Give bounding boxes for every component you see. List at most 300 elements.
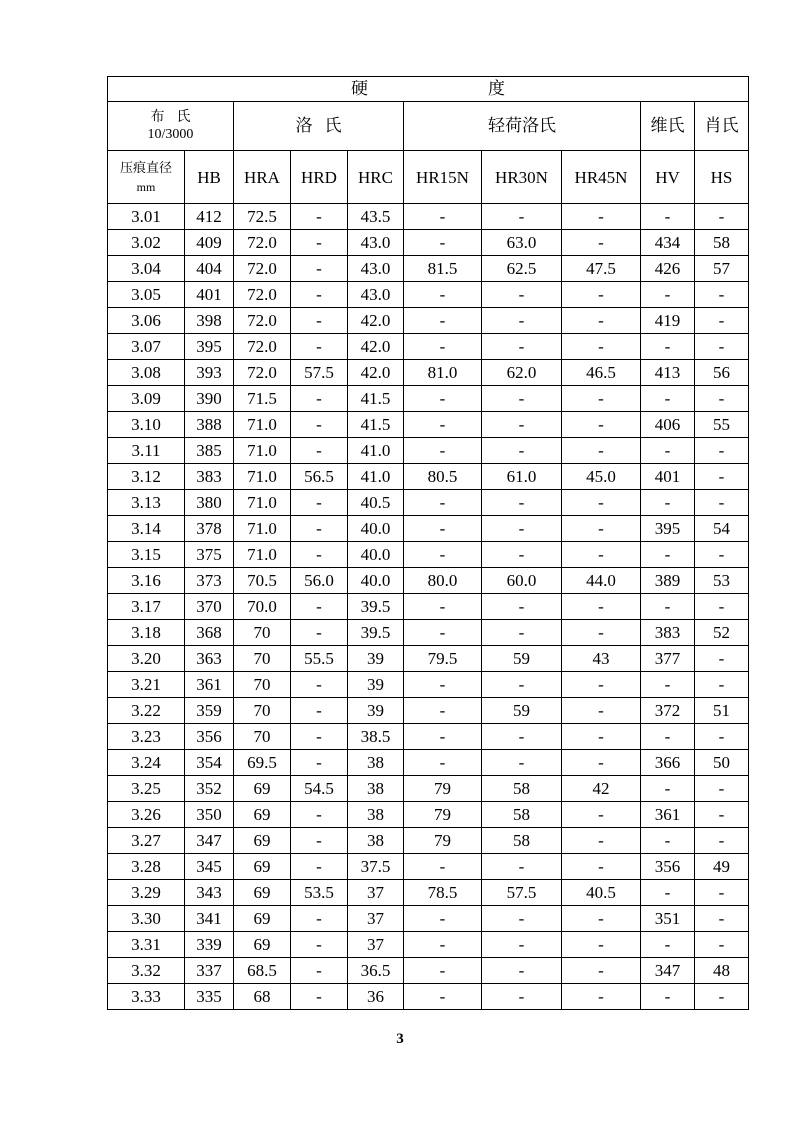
table-cell: - xyxy=(291,932,348,958)
table-cell: - xyxy=(404,984,482,1010)
title-char: 硬 xyxy=(351,78,368,99)
table-cell: 3.13 xyxy=(108,490,185,516)
table-cell: - xyxy=(641,984,695,1010)
table-cell: 72.0 xyxy=(234,360,291,386)
table-cell: 426 xyxy=(641,256,695,282)
table-cell: 47.5 xyxy=(562,256,641,282)
table-cell: 3.12 xyxy=(108,464,185,490)
table-cell: - xyxy=(695,880,749,906)
table-cell: 70 xyxy=(234,620,291,646)
table-row xyxy=(108,646,749,672)
table-cell: 413 xyxy=(641,360,695,386)
table-cell: 55 xyxy=(695,412,749,438)
table-cell: - xyxy=(641,490,695,516)
table-cell: - xyxy=(291,490,348,516)
table-cell: 40.0 xyxy=(348,568,404,594)
table-row xyxy=(108,282,749,308)
brinell-load-spec: 10/3000 xyxy=(147,127,194,142)
table-cell: 70.5 xyxy=(234,568,291,594)
table-cell: - xyxy=(291,230,348,256)
column-header-hrc: HRC xyxy=(348,151,404,204)
table-cell: - xyxy=(641,282,695,308)
table-cell: - xyxy=(695,386,749,412)
table-cell: 58 xyxy=(695,230,749,256)
table-cell: - xyxy=(562,750,641,776)
table-cell: 39.5 xyxy=(348,594,404,620)
table-cell: 59 xyxy=(482,698,562,724)
table-cell: 38 xyxy=(348,828,404,854)
table-cell: - xyxy=(482,542,562,568)
table-cell: - xyxy=(482,854,562,880)
table-cell: - xyxy=(404,594,482,620)
table-cell: - xyxy=(562,958,641,984)
table-row xyxy=(108,828,749,854)
table-cell: - xyxy=(641,594,695,620)
diameter-header: 压痕直径 mm xyxy=(108,151,185,204)
column-header-hv: HV xyxy=(641,151,695,204)
table-cell: - xyxy=(404,386,482,412)
table-cell: 3.30 xyxy=(108,906,185,932)
table-cell: - xyxy=(482,724,562,750)
table-cell: 72.5 xyxy=(234,204,291,230)
table-cell: 56.0 xyxy=(291,568,348,594)
table-cell: 341 xyxy=(185,906,234,932)
table-cell: 43.0 xyxy=(348,230,404,256)
table-cell: 69 xyxy=(234,828,291,854)
table-cell: - xyxy=(482,282,562,308)
table-cell: 80.0 xyxy=(404,568,482,594)
column-header-hra: HRA xyxy=(234,151,291,204)
table-cell: 3.20 xyxy=(108,646,185,672)
table-cell: 361 xyxy=(185,672,234,698)
table-cell: 389 xyxy=(641,568,695,594)
table-cell: 68 xyxy=(234,984,291,1010)
table-cell: 337 xyxy=(185,958,234,984)
table-cell: - xyxy=(562,334,641,360)
table-cell: 3.18 xyxy=(108,620,185,646)
table-cell: - xyxy=(562,984,641,1010)
table-cell: - xyxy=(562,282,641,308)
shore-group-header: 肖氏 xyxy=(695,102,749,151)
table-cell: - xyxy=(404,698,482,724)
table-cell: 398 xyxy=(185,308,234,334)
table-cell: 70 xyxy=(234,724,291,750)
table-cell: 71.0 xyxy=(234,490,291,516)
table-cell: 345 xyxy=(185,854,234,880)
table-row xyxy=(108,984,749,1010)
table-row xyxy=(108,230,749,256)
table-cell: - xyxy=(404,724,482,750)
table-cell: 41.5 xyxy=(348,412,404,438)
table-cell: 39.5 xyxy=(348,620,404,646)
table-cell: 404 xyxy=(185,256,234,282)
table-row xyxy=(108,204,749,230)
rockwell-group-header: 洛 氏 xyxy=(234,102,404,151)
column-header-hb: HB xyxy=(185,151,234,204)
table-cell: 79 xyxy=(404,828,482,854)
table-cell: 370 xyxy=(185,594,234,620)
table-cell: 38 xyxy=(348,802,404,828)
table-cell: 375 xyxy=(185,542,234,568)
table-cell: 79.5 xyxy=(404,646,482,672)
table-cell: 3.10 xyxy=(108,412,185,438)
table-cell: 3.27 xyxy=(108,828,185,854)
table-cell: 390 xyxy=(185,386,234,412)
table-cell: 3.17 xyxy=(108,594,185,620)
table-cell: - xyxy=(695,438,749,464)
table-cell: 53 xyxy=(695,568,749,594)
table-row xyxy=(108,438,749,464)
table-cell: - xyxy=(404,438,482,464)
table-row xyxy=(108,360,749,386)
table-row xyxy=(108,308,749,334)
table-row xyxy=(108,594,749,620)
table-cell: - xyxy=(695,932,749,958)
table-cell: - xyxy=(695,334,749,360)
table-row xyxy=(108,334,749,360)
table-cell: 79 xyxy=(404,776,482,802)
table-cell: 409 xyxy=(185,230,234,256)
table-cell: - xyxy=(562,542,641,568)
table-cell: 72.0 xyxy=(234,230,291,256)
table-cell: - xyxy=(641,672,695,698)
table-cell: 69.5 xyxy=(234,750,291,776)
table-cell: 3.14 xyxy=(108,516,185,542)
table-cell: 40.5 xyxy=(562,880,641,906)
table-cell: 71.0 xyxy=(234,464,291,490)
table-cell: 3.28 xyxy=(108,854,185,880)
table-cell: 356 xyxy=(641,854,695,880)
table-cell: 68.5 xyxy=(234,958,291,984)
table-cell: 39 xyxy=(348,646,404,672)
table-cell: - xyxy=(562,490,641,516)
table-cell: 69 xyxy=(234,906,291,932)
table-cell: 52 xyxy=(695,620,749,646)
table-cell: - xyxy=(562,230,641,256)
table-cell: - xyxy=(482,958,562,984)
brinell-group-header: 布 氏 10/3000 xyxy=(108,102,234,151)
table-cell: - xyxy=(641,828,695,854)
table-cell: - xyxy=(562,724,641,750)
table-cell: 80.5 xyxy=(404,464,482,490)
table-cell: 72.0 xyxy=(234,256,291,282)
table-cell: - xyxy=(482,308,562,334)
table-cell: 38 xyxy=(348,776,404,802)
table-cell: - xyxy=(291,828,348,854)
table-cell: 378 xyxy=(185,516,234,542)
table-cell: - xyxy=(641,438,695,464)
table-cell: 61.0 xyxy=(482,464,562,490)
table-cell: 39 xyxy=(348,698,404,724)
table-cell: - xyxy=(291,386,348,412)
table-cell: - xyxy=(291,594,348,620)
table-cell: - xyxy=(562,672,641,698)
table-cell: - xyxy=(482,334,562,360)
table-cell: 81.0 xyxy=(404,360,482,386)
table-row xyxy=(108,386,749,412)
table-cell: - xyxy=(695,464,749,490)
table-cell: 72.0 xyxy=(234,282,291,308)
table-cell: 3.16 xyxy=(108,568,185,594)
table-cell: - xyxy=(695,490,749,516)
table-cell: 58 xyxy=(482,802,562,828)
table-cell: 81.5 xyxy=(404,256,482,282)
table-cell: - xyxy=(695,828,749,854)
table-cell: - xyxy=(291,412,348,438)
table-cell: 58 xyxy=(482,828,562,854)
group-header-row xyxy=(108,102,749,151)
table-cell: 3.11 xyxy=(108,438,185,464)
column-header-hs: HS xyxy=(695,151,749,204)
table-cell: 40.0 xyxy=(348,542,404,568)
table-cell: - xyxy=(291,620,348,646)
table-cell: 366 xyxy=(641,750,695,776)
table-cell: - xyxy=(404,230,482,256)
table-cell: 3.05 xyxy=(108,282,185,308)
table-cell: 59 xyxy=(482,646,562,672)
table-row xyxy=(108,802,749,828)
table-cell: - xyxy=(404,334,482,360)
table-row xyxy=(108,256,749,282)
table-cell: - xyxy=(291,308,348,334)
table-row xyxy=(108,568,749,594)
table-row xyxy=(108,672,749,698)
table-cell: 41.0 xyxy=(348,464,404,490)
table-row xyxy=(108,464,749,490)
table-cell: - xyxy=(291,438,348,464)
table-row xyxy=(108,932,749,958)
table-cell: 53.5 xyxy=(291,880,348,906)
table-cell: - xyxy=(641,386,695,412)
table-cell: - xyxy=(291,204,348,230)
table-cell: 37 xyxy=(348,932,404,958)
table-cell: 69 xyxy=(234,776,291,802)
table-cell: 36 xyxy=(348,984,404,1010)
table-row xyxy=(108,698,749,724)
table-cell: - xyxy=(562,204,641,230)
table-cell: 3.07 xyxy=(108,334,185,360)
table-cell: 395 xyxy=(185,334,234,360)
table-cell: 62.0 xyxy=(482,360,562,386)
table-cell: 3.23 xyxy=(108,724,185,750)
table-cell: - xyxy=(291,984,348,1010)
table-cell: 41.0 xyxy=(348,438,404,464)
table-cell: - xyxy=(291,282,348,308)
table-cell: - xyxy=(562,698,641,724)
column-header-hr30n: HR30N xyxy=(482,151,562,204)
table-cell: - xyxy=(641,776,695,802)
table-cell: 41.5 xyxy=(348,386,404,412)
table-cell: - xyxy=(695,282,749,308)
table-cell: 71.5 xyxy=(234,386,291,412)
table-cell: 70 xyxy=(234,672,291,698)
table-cell: - xyxy=(404,932,482,958)
table-cell: 39 xyxy=(348,672,404,698)
table-cell: - xyxy=(291,906,348,932)
table-cell: 44.0 xyxy=(562,568,641,594)
table-cell: 55.5 xyxy=(291,646,348,672)
table-cell: - xyxy=(695,802,749,828)
table-cell: 3.33 xyxy=(108,984,185,1010)
table-cell: 45.0 xyxy=(562,464,641,490)
table-cell: 388 xyxy=(185,412,234,438)
table-row xyxy=(108,620,749,646)
table-cell: 42 xyxy=(562,776,641,802)
table-cell: - xyxy=(641,932,695,958)
table-cell: 60.0 xyxy=(482,568,562,594)
table-cell: - xyxy=(695,204,749,230)
table-cell: - xyxy=(404,750,482,776)
table-cell: 3.04 xyxy=(108,256,185,282)
table-cell: - xyxy=(562,620,641,646)
table-cell: - xyxy=(562,828,641,854)
table-row xyxy=(108,958,749,984)
table-cell: - xyxy=(641,334,695,360)
table-cell: 377 xyxy=(641,646,695,672)
table-cell: - xyxy=(404,516,482,542)
table-cell: 354 xyxy=(185,750,234,776)
table-cell: 40.0 xyxy=(348,516,404,542)
table-cell: - xyxy=(695,308,749,334)
table-cell: - xyxy=(695,672,749,698)
table-cell: 350 xyxy=(185,802,234,828)
table-cell: - xyxy=(404,542,482,568)
table-cell: - xyxy=(291,672,348,698)
superficial-rockwell-group-header: 轻荷洛氏 xyxy=(404,102,641,151)
table-cell: 3.06 xyxy=(108,308,185,334)
table-cell: 3.21 xyxy=(108,672,185,698)
table-cell: 434 xyxy=(641,230,695,256)
table-cell: 401 xyxy=(185,282,234,308)
table-cell: 37 xyxy=(348,906,404,932)
table-cell: - xyxy=(482,412,562,438)
column-header-row xyxy=(108,151,749,204)
table-cell: - xyxy=(291,542,348,568)
table-row xyxy=(108,906,749,932)
table-cell: 3.09 xyxy=(108,386,185,412)
table-cell: 78.5 xyxy=(404,880,482,906)
table-cell: - xyxy=(404,282,482,308)
table-cell: 57.5 xyxy=(291,360,348,386)
table-cell: - xyxy=(404,906,482,932)
table-cell: 48 xyxy=(695,958,749,984)
table-cell: 58 xyxy=(482,776,562,802)
table-cell: - xyxy=(482,906,562,932)
table-cell: 38 xyxy=(348,750,404,776)
table-row xyxy=(108,516,749,542)
table-cell: - xyxy=(482,672,562,698)
table-cell: 42.0 xyxy=(348,334,404,360)
table-cell: - xyxy=(291,698,348,724)
table-cell: - xyxy=(562,854,641,880)
table-row xyxy=(108,776,749,802)
table-cell: 46.5 xyxy=(562,360,641,386)
column-header-hrd: HRD xyxy=(291,151,348,204)
table-cell: 3.26 xyxy=(108,802,185,828)
table-cell: 50 xyxy=(695,750,749,776)
table-cell: - xyxy=(641,880,695,906)
title-char: 度 xyxy=(488,78,505,99)
table-cell: 56 xyxy=(695,360,749,386)
table-cell: 363 xyxy=(185,646,234,672)
table-cell: - xyxy=(562,594,641,620)
table-cell: 57 xyxy=(695,256,749,282)
table-cell: - xyxy=(291,750,348,776)
table-cell: - xyxy=(695,724,749,750)
title-row xyxy=(108,77,749,102)
table-cell: 43.0 xyxy=(348,282,404,308)
table-title xyxy=(108,77,749,102)
table-cell: - xyxy=(482,932,562,958)
table-cell: 72.0 xyxy=(234,308,291,334)
table-cell: - xyxy=(641,724,695,750)
table-cell: - xyxy=(404,490,482,516)
table-row xyxy=(108,880,749,906)
table-cell: 42.0 xyxy=(348,360,404,386)
table-cell: 339 xyxy=(185,932,234,958)
hardness-table xyxy=(107,76,749,1010)
table-cell: - xyxy=(695,594,749,620)
table-cell: 385 xyxy=(185,438,234,464)
vickers-group-header: 维氏 xyxy=(641,102,695,151)
table-cell: - xyxy=(482,386,562,412)
table-cell: - xyxy=(482,750,562,776)
table-cell: 69 xyxy=(234,880,291,906)
table-cell: - xyxy=(404,672,482,698)
table-cell: - xyxy=(291,958,348,984)
table-cell: 383 xyxy=(641,620,695,646)
table-cell: - xyxy=(562,516,641,542)
table-row xyxy=(108,724,749,750)
table-cell: 69 xyxy=(234,802,291,828)
table-cell: 70 xyxy=(234,646,291,672)
table-cell: 3.32 xyxy=(108,958,185,984)
table-cell: 43.0 xyxy=(348,256,404,282)
table-cell: 62.5 xyxy=(482,256,562,282)
table-cell: - xyxy=(291,802,348,828)
table-cell: 3.15 xyxy=(108,542,185,568)
table-cell: 3.02 xyxy=(108,230,185,256)
table-cell: 54.5 xyxy=(291,776,348,802)
table-row xyxy=(108,750,749,776)
column-header-hr45n: HR45N xyxy=(562,151,641,204)
table-cell: 40.5 xyxy=(348,490,404,516)
table-cell: 383 xyxy=(185,464,234,490)
table-cell: 393 xyxy=(185,360,234,386)
table-cell: 359 xyxy=(185,698,234,724)
table-cell: 3.01 xyxy=(108,204,185,230)
table-cell: - xyxy=(291,256,348,282)
table-cell: 335 xyxy=(185,984,234,1010)
table-cell: - xyxy=(291,724,348,750)
table-cell: 71.0 xyxy=(234,412,291,438)
table-row xyxy=(108,412,749,438)
table-cell: - xyxy=(482,516,562,542)
table-cell: 352 xyxy=(185,776,234,802)
table-cell: 71.0 xyxy=(234,438,291,464)
table-cell: 419 xyxy=(641,308,695,334)
table-cell: 3.24 xyxy=(108,750,185,776)
table-row xyxy=(108,854,749,880)
table-cell: - xyxy=(482,620,562,646)
table-cell: - xyxy=(404,958,482,984)
table-cell: 43.5 xyxy=(348,204,404,230)
table-cell: - xyxy=(404,204,482,230)
table-cell: 72.0 xyxy=(234,334,291,360)
table-cell: 71.0 xyxy=(234,542,291,568)
table-cell: 36.5 xyxy=(348,958,404,984)
table-cell: 3.25 xyxy=(108,776,185,802)
